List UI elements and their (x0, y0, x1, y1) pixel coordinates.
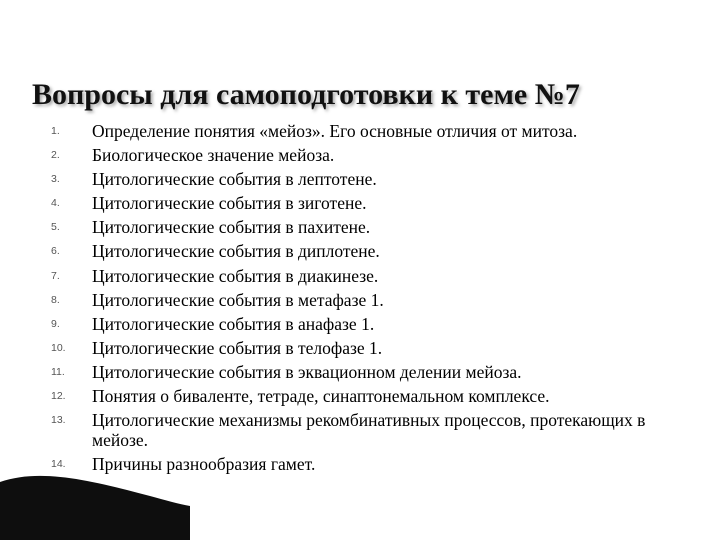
list-item (40, 290, 680, 310)
item-number: 9. (51, 317, 60, 330)
item-text: Цитологические механизмы рекомбинативных процессов, протекающих в мейозе. (92, 410, 646, 451)
item-text: Цитологические события в эквационном делении мейоза. (92, 361, 522, 382)
item-text: Цитологические события в лептотене. (92, 169, 377, 190)
list-item (40, 193, 680, 213)
list-item (40, 169, 680, 189)
list-item (40, 386, 680, 406)
item-number: 2. (51, 149, 60, 162)
item-text: Цитологические события в диплотене. (92, 241, 380, 262)
item-text: Цитологические события в анафазе 1. (92, 313, 375, 334)
item-number: 8. (51, 293, 60, 306)
item-text: Причины разнообразия гамет. (92, 454, 316, 475)
item-text: Цитологические события в зиготене. (92, 193, 367, 214)
list-item (40, 217, 680, 237)
list-item (40, 454, 680, 474)
item-number: 6. (51, 245, 60, 258)
item-text: Цитологические события в метафазе 1. (92, 289, 384, 310)
item-number: 1. (51, 125, 60, 137)
list-item (40, 121, 680, 141)
item-number: 14. (51, 458, 66, 471)
item-number: 11. (51, 365, 65, 378)
item-number: 12. (51, 390, 66, 403)
item-number: 5. (51, 221, 60, 234)
list-item (40, 338, 680, 358)
item-number: 3. (51, 173, 60, 186)
list-item (40, 314, 680, 334)
slide-title: Вопросы для самоподготовки к теме №7 (32, 78, 580, 111)
item-number: 13. (51, 414, 66, 427)
question-list (40, 121, 680, 478)
item-text: Цитологические события в пахитене. (92, 217, 371, 238)
item-text: Биологическое значение мейоза. (92, 145, 335, 166)
list-item (40, 410, 680, 450)
item-text: Определение понятия «мейоз». Его основные отличия от митоза. (92, 121, 578, 141)
item-text: Цитологические события в телофазе 1. (92, 337, 383, 358)
item-number: 10. (51, 341, 66, 354)
list-item (40, 145, 680, 165)
item-number: 4. (51, 197, 60, 210)
list-item (40, 362, 680, 382)
item-number: 7. (51, 269, 60, 282)
item-text: Понятия о биваленте, тетраде, синаптонемальном комплексе. (92, 386, 550, 407)
list-item (40, 266, 680, 286)
item-text: Цитологические события в диакинезе. (92, 265, 379, 286)
list-item (40, 241, 680, 261)
